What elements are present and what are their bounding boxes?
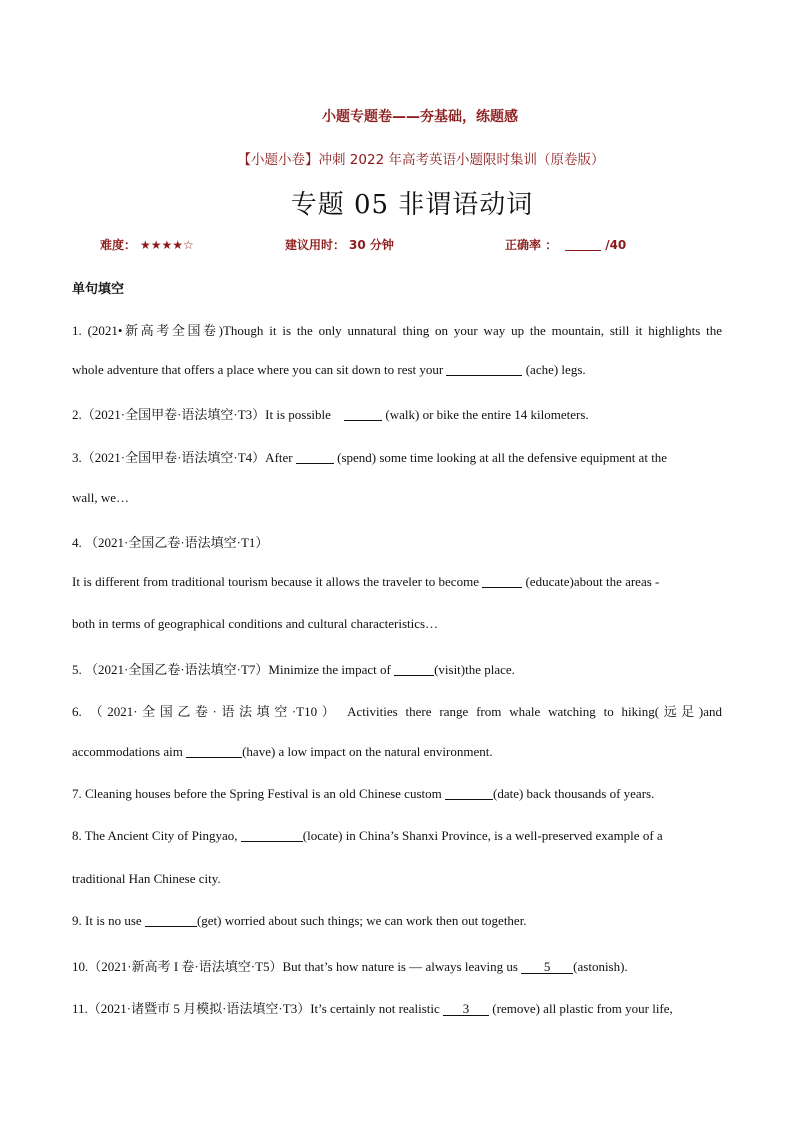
question-2: 2.（2021·全国甲卷·语法填空·T3）It is possible (walk) or bike the entire 14 kilometers. (72, 407, 589, 422)
header-subtitle: 【小题小卷】冲刺 2022 年高考英语小题限时集训（原卷版） (237, 152, 605, 168)
accuracy-label: 正确率 ： (505, 238, 558, 252)
time-value: 30 分钟 (349, 238, 394, 252)
question-1-line-2: whole adventure that offers a place where you can sit down to rest your (ache) legs. (72, 362, 586, 377)
question-6-line-1: 6. （2021·全国乙卷·语法填空·T10） Activities there range from whale watching to hiking(远足)and (72, 704, 722, 719)
difficulty-meta (100, 236, 194, 253)
answer-blank[interactable] (145, 913, 197, 927)
section-title: 单句填空 (72, 282, 125, 297)
question-3-line-2: wall, we… (72, 490, 130, 505)
question-11: 11.（2021·诸暨市 5 月模拟·语法填空·T3）It’s certainly not realistic 3 (remove) all plastic from your life, (72, 1001, 673, 1016)
answer-blank[interactable] (394, 662, 434, 676)
answer-blank[interactable] (241, 828, 303, 842)
page-title: 专题 05 非谓语动词 (290, 190, 534, 220)
header-slogan: 小题专题卷——夯基础，练题感 (322, 109, 518, 125)
answer-blank-5[interactable]: 5 (521, 960, 573, 974)
question-9: 9. It is no use (get) worried about such things; we can work then out together. (72, 913, 527, 928)
question-4-line-3: both in terms of geographical conditions and cultural characteristics… (72, 616, 439, 631)
answer-blank[interactable] (344, 407, 382, 421)
time-meta (285, 236, 394, 253)
difficulty-label: 难度： (100, 238, 137, 252)
question-10: 10.（2021·新高考 I 卷·语法填空·T5）But that’s how nature is — always leaving us 5 (astonish). (72, 959, 628, 974)
question-7: 7. Cleaning houses before the Spring Festival is an old Chinese custom (date) back thousands of years. (72, 786, 655, 801)
question-4-line-1: 4. （2021·全国乙卷·语法填空·T1） (72, 535, 269, 550)
time-label: 建议用时： (285, 238, 346, 252)
accuracy-total: /40 (605, 238, 627, 252)
question-5: 5. （2021·全国乙卷·语法填空·T7）Minimize the impact of (visit)the place. (72, 662, 515, 677)
question-6-line-2: accommodations aim (have) a low impact on the natural environment. (72, 744, 493, 759)
question-4-line-2: It is different from traditional tourism because it allows the traveler to become (educate)about the areas - (72, 574, 660, 589)
question-1-line-1: 1. (2021•新高考全国卷)Though it is the only unnatural thing on your way up the mountain, still it highlights the (72, 323, 722, 338)
answer-blank[interactable] (482, 574, 522, 588)
difficulty-stars: ★★★★☆ (140, 238, 194, 252)
accuracy-blank[interactable] (565, 238, 601, 251)
answer-blank[interactable] (446, 362, 522, 376)
accuracy-meta (505, 236, 626, 253)
answer-blank-3[interactable]: 3 (443, 1002, 489, 1016)
answer-blank[interactable] (296, 450, 334, 464)
question-8-line-2: traditional Han Chinese city. (72, 871, 221, 886)
answer-blank[interactable] (186, 744, 242, 758)
question-3-line-1: 3.（2021·全国甲卷·语法填空·T4）After (spend) some time looking at all the defensive equipment at the (72, 450, 668, 465)
question-8-line-1: 8. The Ancient City of Pingyao, (locate) in China’s Shanxi Province, is a well-preserved example of a (72, 828, 663, 843)
answer-blank[interactable] (445, 786, 493, 800)
